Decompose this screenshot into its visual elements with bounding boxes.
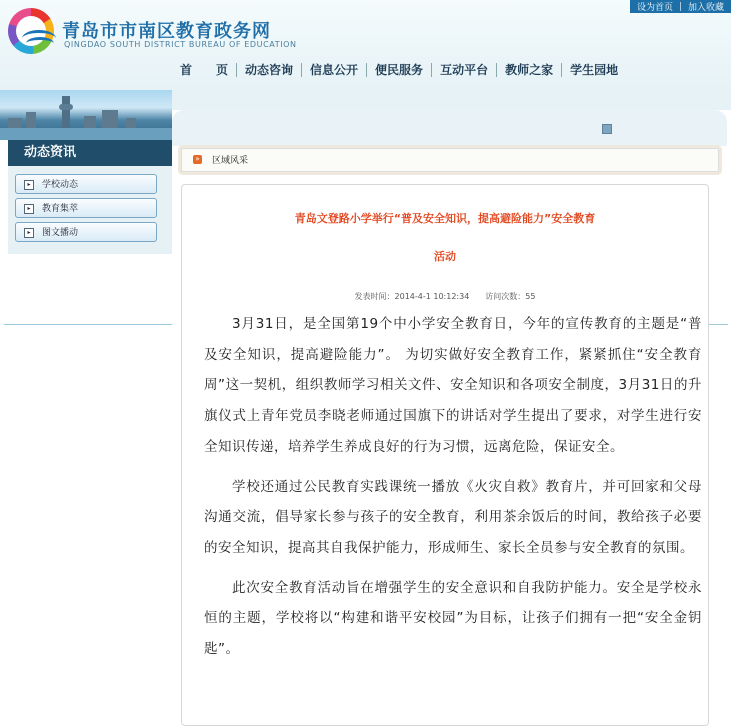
nav-item-students[interactable]: 学生园地 bbox=[570, 63, 619, 77]
link-separator: | bbox=[678, 1, 683, 12]
site-header bbox=[0, 0, 731, 90]
breadcrumb-label[interactable]: 区域风采 bbox=[212, 156, 249, 166]
article-paragraph: 此次安全教育活动旨在增强学生的安全意识和自我防护能力。安全是学校永恒的主题，学校将以“构建和谐平安校园”为目标，让孩子们拥有一把“安全金钥匙”。 bbox=[204, 579, 702, 658]
site-title[interactable]: 青岛市市南区教育政务网 bbox=[62, 21, 271, 42]
sidebar-menu bbox=[8, 166, 172, 254]
article-body bbox=[204, 309, 702, 674]
article-panel bbox=[181, 184, 709, 726]
sidebar-item-education-highlights[interactable] bbox=[15, 198, 157, 218]
article-paragraph: 3月31日，是全国第19个中小学安全教育日，今年的宣传教育的主题是“普及安全知识，提高避险能力”。 为切实做好安全教育工作，紧紧抓住“安全教育周”这一契机，组织教师学习相关文件、安全知识和各项安全制度，3月31日的升旗仪式上青年党员李晓老师通过国旗下的讲话对学生提出了要求，对学生进行安全知识传递，培养学生养成良好的行为习惯，远离危险，保证安全。 bbox=[204, 316, 702, 455]
arrow-box-icon: ▸ bbox=[24, 228, 34, 238]
city-banner-image bbox=[0, 90, 172, 140]
article-title-continued: 活动 bbox=[434, 250, 456, 263]
top-links bbox=[630, 0, 731, 13]
article-title: 青岛文登路小学举行“普及安全知识，提高避险能力”安全教育 bbox=[294, 212, 596, 225]
sidebar-item-school-news[interactable] bbox=[15, 174, 157, 194]
sidebar-item-label: 学校动态 bbox=[42, 180, 79, 190]
main-nav bbox=[172, 58, 626, 82]
building-shape bbox=[102, 110, 118, 130]
sidebar-item-label: 图文播动 bbox=[42, 228, 79, 238]
sea-shape bbox=[0, 128, 172, 140]
set-homepage-link[interactable]: 设为首页 bbox=[636, 3, 673, 13]
nav-item-news[interactable]: 动态咨询 bbox=[245, 63, 294, 77]
article-meta: 发表时间：2014-4-1 10:12:34 访问次数：55 bbox=[354, 292, 536, 301]
breadcrumb bbox=[181, 148, 719, 172]
square-icon bbox=[602, 124, 612, 134]
double-arrow-icon: » bbox=[193, 155, 202, 164]
sidebar-title: 动态资讯 bbox=[8, 140, 172, 166]
arrow-box-icon: ▸ bbox=[24, 180, 34, 190]
site-subtitle: QINGDAO SOUTH DISTRICT BUREAU OF EDUCATION bbox=[64, 40, 297, 49]
nav-item-home[interactable]: 首 页 bbox=[180, 63, 229, 77]
arrow-box-icon: ▸ bbox=[24, 204, 34, 214]
nav-item-info[interactable]: 信息公开 bbox=[310, 63, 359, 77]
divider-line bbox=[708, 324, 728, 325]
banner-strip bbox=[172, 90, 731, 110]
article-paragraph: 学校还通过公民教育实践课统一播放《火灾自救》教育片，并可回家和父母沟通交流，倡导家长参与孩子的安全教育，利用茶余饭后的时间，教给孩子必要的安全知识，提高其自我保护能力，形成师生、家长全员参与安全教育的氛围。 bbox=[204, 478, 702, 556]
logo-wave-icon bbox=[26, 37, 54, 50]
tv-tower-shape bbox=[62, 96, 70, 130]
nav-item-services[interactable]: 便民服务 bbox=[375, 63, 424, 77]
nav-item-teachers[interactable]: 教师之家 bbox=[505, 63, 554, 77]
sidebar-item-photo-news[interactable] bbox=[15, 222, 157, 242]
content-header bbox=[172, 110, 727, 146]
add-favorite-link[interactable]: 加入收藏 bbox=[688, 3, 725, 13]
sidebar-item-label: 教育集萃 bbox=[42, 204, 79, 214]
nav-item-interaction[interactable]: 互动平台 bbox=[440, 63, 489, 77]
